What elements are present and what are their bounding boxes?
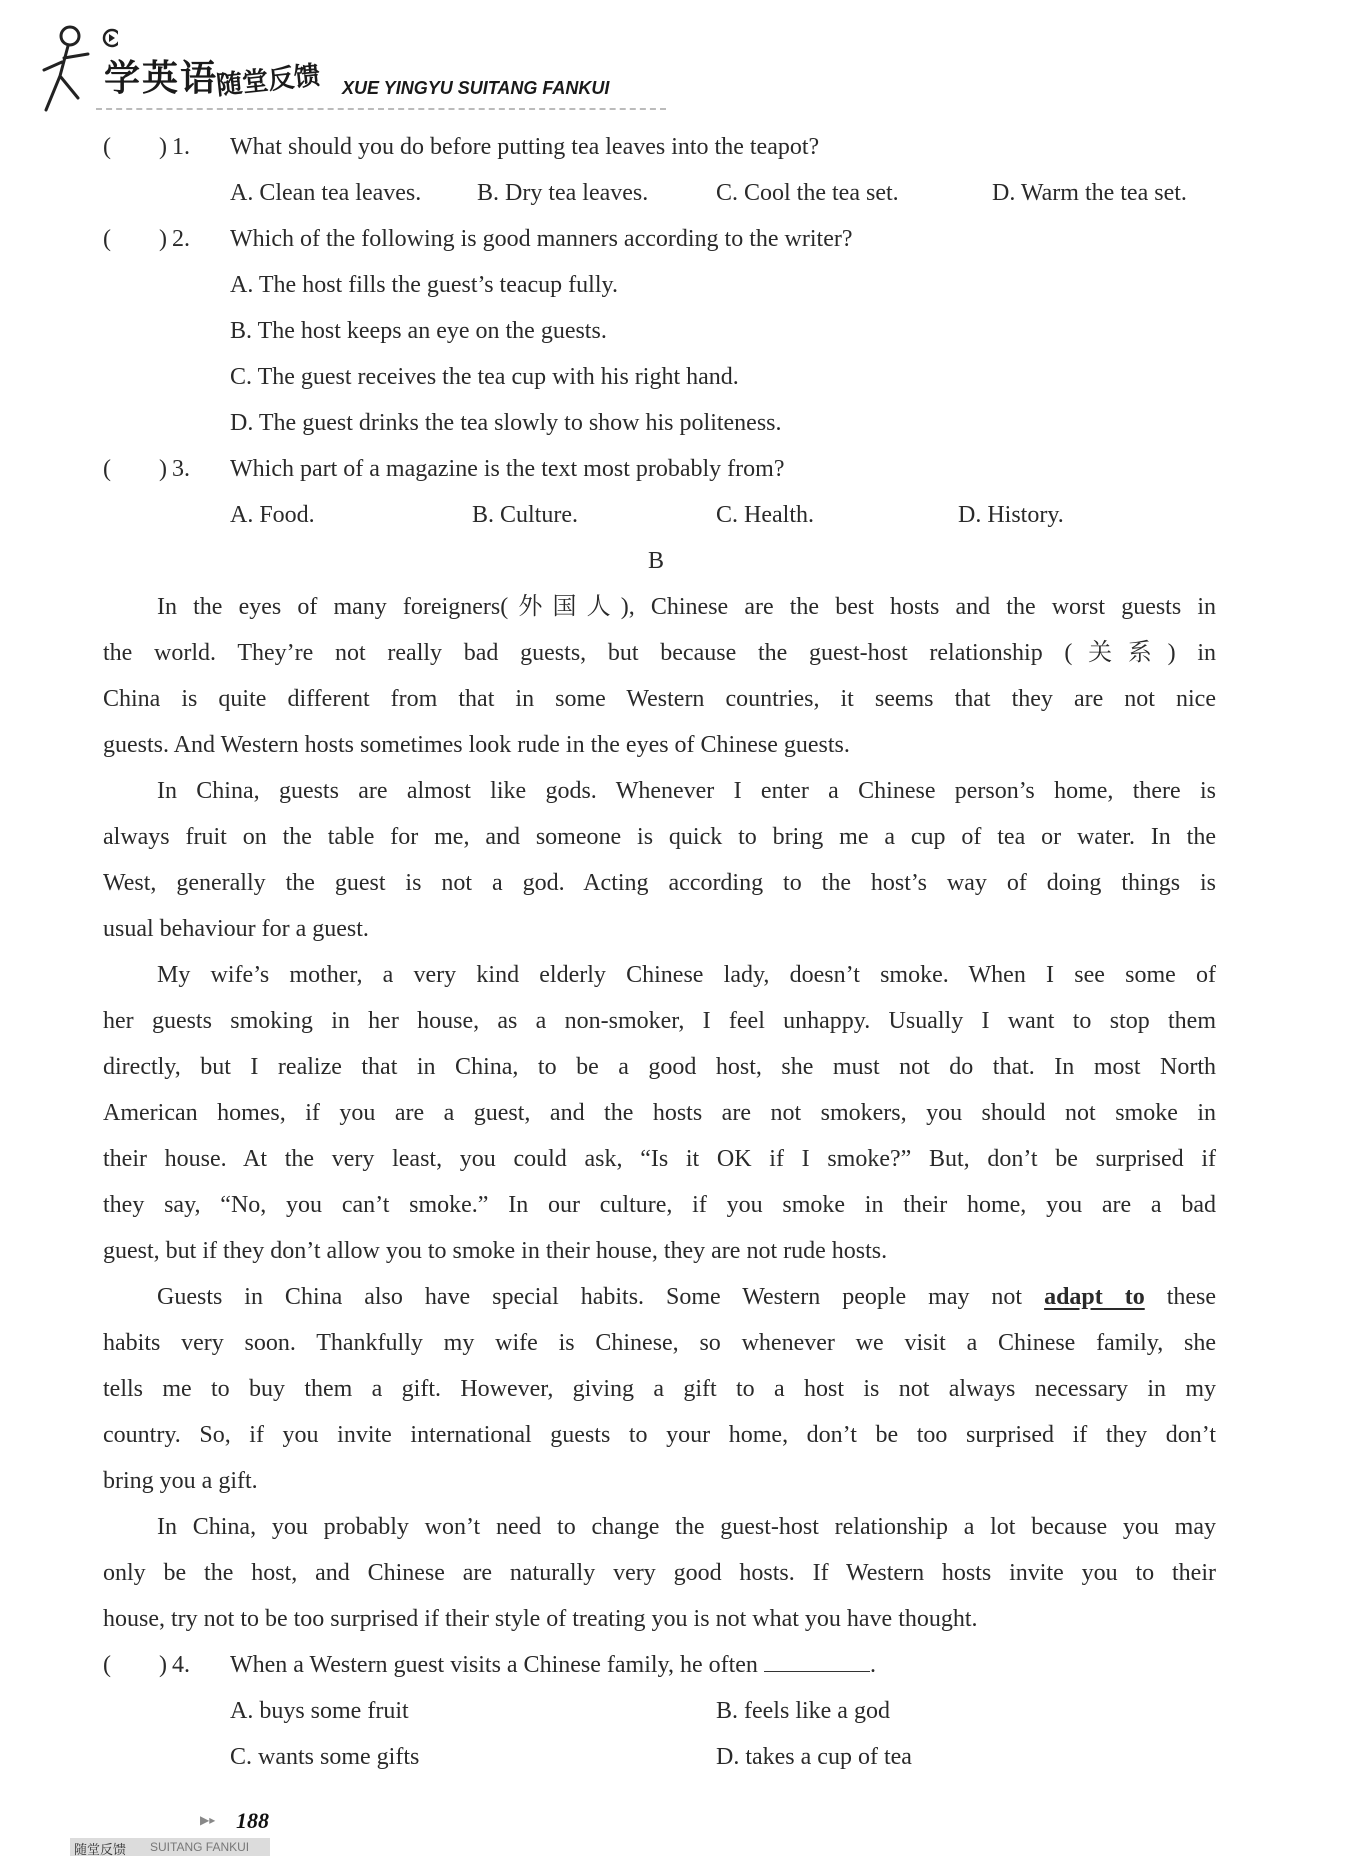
option-d: D. takes a cup of tea xyxy=(716,1744,912,1770)
option-c: C. wants some gifts xyxy=(230,1744,420,1770)
question-number: 3. xyxy=(172,456,190,482)
question-number: 1. xyxy=(172,134,190,160)
passage-line: country. So, if you invite international guests to your home, don’t be too surprised if they don’t xyxy=(103,1422,1216,1448)
fill-in-blank[interactable] xyxy=(764,1645,870,1672)
double-arrow-icon: ▶▸ xyxy=(200,1813,216,1827)
option-d: D. History. xyxy=(958,502,1064,528)
logo-title: 学英语 xyxy=(104,58,219,99)
logo-subtitle: 随堂反馈 xyxy=(214,60,322,102)
option-b: B. feels like a god xyxy=(716,1698,890,1724)
header-divider xyxy=(96,108,666,110)
passage-line: guests. And Western hosts sometimes look rude in the eyes of Chinese guests. xyxy=(103,732,850,758)
question-text xyxy=(230,1642,876,1688)
page-footer xyxy=(40,1808,280,1860)
option-a: A. The host fills the guest’s teacup fully. xyxy=(230,272,618,298)
passage-line: West, generally the guest is not a god. Acting according to the host’s way of doing things is xyxy=(103,870,1216,896)
question-number: 2. xyxy=(172,226,190,252)
page-header xyxy=(38,18,638,118)
answer-blank[interactable]: ( ) xyxy=(103,1652,167,1678)
option-d: D. Warm the tea set. xyxy=(992,180,1187,206)
answer-blank[interactable]: ( ) xyxy=(103,456,167,482)
passage-line: American homes, if you are a guest, and the hosts are not smokers, you should not smoke in xyxy=(103,1100,1216,1126)
passage-line: tells me to buy them a gift. However, giving a gift to a host is not always necessary in my xyxy=(103,1376,1216,1402)
option-b: B. Dry tea leaves. xyxy=(477,180,649,206)
passage-line: usual behaviour for a guest. xyxy=(103,916,369,942)
passage-line: house, try not to be too surprised if their style of treating you is not what you have thought. xyxy=(103,1606,978,1632)
question-text: Which part of a magazine is the text most probably from? xyxy=(230,456,785,482)
passage-line: China is quite different from that in some Western countries, it seems that they are not nice xyxy=(103,686,1216,712)
passage-text: Guests in China also have special habits. Some Western people may not xyxy=(157,1284,1023,1310)
answer-blank[interactable]: ( ) xyxy=(103,134,167,160)
section-label: B xyxy=(648,548,665,574)
option-c: C. The guest receives the tea cup with his right hand. xyxy=(230,364,739,390)
passage-line: her guests smoking in her house, as a non-smoker, I feel unhappy. Usually I want to stop them xyxy=(103,1008,1216,1034)
option-a: A. buys some fruit xyxy=(230,1698,409,1724)
question-text: Which of the following is good manners according to the writer? xyxy=(230,226,853,252)
passage-line: only be the host, and Chinese are naturally very good hosts. If Western hosts invite you to their xyxy=(103,1560,1216,1586)
passage-line xyxy=(157,1274,1216,1320)
question-stem: When a Western guest visits a Chinese family, he often xyxy=(230,1652,758,1678)
passage-line: their house. At the very least, you could ask, “Is it OK if I smoke?” But, don’t be surprised if xyxy=(103,1146,1216,1172)
question-stem-end: . xyxy=(869,1652,876,1678)
passage-line: they say, “No, you can’t smoke.” In our culture, if you smoke in their home, you are a bad xyxy=(103,1192,1216,1218)
passage-line: In China, you probably won’t need to change the guest-host relationship a lot because you may xyxy=(157,1514,1216,1540)
passage-line: guest, but if they don’t allow you to smoke in their house, they are not rude hosts. xyxy=(103,1238,888,1264)
passage-line: bring you a gift. xyxy=(103,1468,258,1494)
passage-line: the world. They’re not really bad guests, but because the guest-host relationship (关系) in xyxy=(103,640,1216,666)
footer-label-cn: 随堂反馈 xyxy=(74,1843,127,1858)
option-a: A. Food. xyxy=(230,502,315,528)
passage-line: In China, guests are almost like gods. Whenever I enter a Chinese person’s home, there is xyxy=(157,778,1216,804)
option-a: A. Clean tea leaves. xyxy=(230,180,422,206)
answer-blank[interactable]: ( ) xyxy=(103,226,167,252)
footer-label-en: SUITANG FANKUI xyxy=(150,1840,250,1854)
passage-line: directly, but I realize that in China, to be a good host, she must not do that. In most North xyxy=(103,1054,1216,1080)
option-b: B. Culture. xyxy=(472,502,578,528)
option-c: C. Health. xyxy=(716,502,814,528)
option-b: B. The host keeps an eye on the guests. xyxy=(230,318,607,344)
question-text: What should you do before putting tea leaves into the teapot? xyxy=(230,134,820,160)
option-c: C. Cool the tea set. xyxy=(716,180,899,206)
page-number: 188 xyxy=(236,1808,269,1833)
option-d: D. The guest drinks the tea slowly to show his politeness. xyxy=(230,410,782,436)
passage-line: always fruit on the table for me, and someone is quick to bring me a cup of tea or water. In the xyxy=(103,824,1216,850)
passage-line: My wife’s mother, a very kind elderly Chinese lady, doesn’t smoke. When I see some of xyxy=(157,962,1216,988)
key-phrase: adapt to xyxy=(1044,1284,1145,1310)
passage-text: these xyxy=(1166,1284,1217,1310)
question-number: 4. xyxy=(172,1652,190,1678)
logo-pinyin: XUE YINGYU SUITANG FANKUI xyxy=(342,78,610,98)
passage-line: In the eyes of many foreigners(外国人), Chinese are the best hosts and the worst guests in xyxy=(157,594,1216,620)
passage-line: habits very soon. Thankfully my wife is Chinese, so whenever we visit a Chinese family, she xyxy=(103,1330,1216,1356)
